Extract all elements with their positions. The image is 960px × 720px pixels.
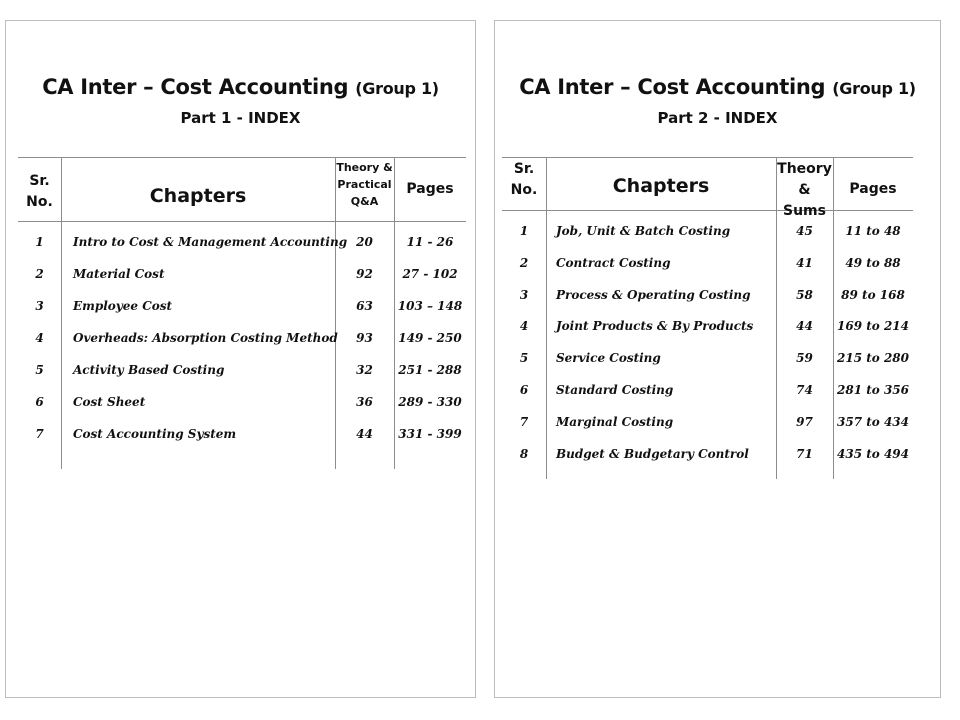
row-pages: 27 - 102	[402, 267, 458, 281]
row-count: 63	[356, 299, 373, 313]
row-sr-no: 4	[35, 331, 44, 345]
row-count: 45	[796, 224, 813, 238]
row-sr-no: 8	[519, 446, 529, 461]
page-title	[6, 75, 475, 99]
row-count: 59	[796, 351, 813, 366]
row-sr-no: 3	[35, 299, 44, 313]
row-count: 20	[356, 235, 373, 249]
row-sr-no: 6	[35, 395, 44, 409]
header-pages: Pages	[849, 181, 897, 197]
row-pages: 89 to 168	[841, 287, 905, 302]
row-pages: 11 - 26	[406, 235, 454, 249]
header-chapters: Chapters	[612, 175, 710, 197]
row-sr-no: 2	[35, 267, 44, 281]
row-sr-no: 3	[519, 287, 529, 302]
row-sr-no: 7	[519, 414, 529, 429]
table-top-border	[502, 157, 913, 158]
row-chapter: Cost Accounting System	[73, 427, 237, 441]
header-theory: Theory & Practical Q&A	[336, 161, 393, 208]
row-count: 32	[356, 363, 373, 377]
row-chapter: Budget & Budgetary Control	[556, 446, 749, 461]
row-chapter: Overheads: Absorption Costing Method	[73, 331, 338, 345]
title-group: (Group 1)	[832, 79, 916, 98]
table-row	[495, 415, 940, 435]
table-row	[495, 447, 940, 467]
table-row	[6, 395, 475, 415]
row-count: 92	[356, 267, 373, 281]
row-chapter: Contract Costing	[556, 255, 671, 270]
header-chapters: Chapters	[149, 185, 247, 207]
row-chapter: Joint Products & By Products	[556, 319, 754, 334]
table-row	[6, 299, 475, 319]
row-chapter: Standard Costing	[556, 383, 674, 397]
row-pages: 103 – 148	[397, 299, 463, 313]
table-top-border	[18, 157, 466, 158]
row-count: 44	[356, 427, 373, 441]
index-page-part-2	[494, 20, 941, 698]
table-row	[495, 224, 940, 244]
row-count: 44	[796, 319, 813, 334]
row-pages: 215 to 280	[837, 351, 909, 366]
row-chapter: Marginal Costing	[556, 414, 674, 429]
title-group: (Group 1)	[355, 79, 439, 98]
row-pages: 251 - 288	[398, 363, 462, 377]
row-chapter: Job, Unit & Batch Costing	[556, 224, 731, 238]
index-page-part-1	[5, 20, 476, 698]
row-pages: 289 - 330	[398, 395, 462, 409]
row-sr-no: 1	[35, 235, 44, 249]
row-sr-no: 4	[519, 319, 529, 334]
page-subtitle: Part 1 - INDEX	[180, 109, 301, 127]
table-row	[495, 383, 940, 403]
row-chapter: Intro to Cost & Management Accounting	[73, 235, 348, 249]
row-count: 36	[356, 395, 373, 409]
row-count: 71	[796, 446, 813, 461]
table-row	[495, 288, 940, 308]
row-sr-no: 5	[35, 363, 44, 377]
row-count: 97	[796, 414, 813, 429]
table-row	[6, 235, 475, 255]
row-sr-no: 6	[519, 383, 529, 397]
row-pages: 281 to 356	[837, 383, 909, 397]
row-sr-no: 2	[519, 255, 529, 270]
row-pages: 149 - 250	[398, 331, 462, 345]
row-pages: 169 to 214	[837, 319, 909, 334]
row-pages: 11 to 48	[845, 224, 901, 238]
title-text: CA Inter – Cost Accounting	[519, 75, 826, 99]
table-row	[6, 331, 475, 351]
row-sr-no: 1	[519, 224, 529, 238]
table-row	[6, 363, 475, 383]
row-chapter: Employee Cost	[73, 299, 173, 313]
header-sr-no: Sr. No.	[26, 173, 53, 210]
title-text: CA Inter – Cost Accounting	[42, 75, 349, 99]
row-count: 74	[796, 383, 813, 397]
row-sr-no: 5	[519, 351, 529, 366]
page-subtitle: Part 2 - INDEX	[657, 109, 778, 127]
row-sr-no: 7	[35, 427, 44, 441]
row-count: 93	[356, 331, 373, 345]
row-pages: 49 to 88	[845, 255, 901, 270]
header-sr-no: Sr. No.	[510, 161, 538, 198]
table-header-border	[18, 221, 466, 222]
table-row	[495, 351, 940, 371]
table-row	[495, 319, 940, 339]
row-count: 41	[796, 255, 813, 270]
row-chapter: Cost Sheet	[73, 395, 146, 409]
row-pages: 331 - 399	[398, 427, 462, 441]
row-chapter: Process & Operating Costing	[556, 287, 751, 302]
header-theory: Theory & Sums	[777, 161, 832, 219]
table-row	[6, 267, 475, 287]
table-row	[495, 256, 940, 276]
row-chapter: Material Cost	[73, 267, 165, 281]
header-pages: Pages	[406, 181, 454, 197]
row-chapter: Activity Based Costing	[73, 363, 225, 377]
row-chapter: Service Costing	[556, 351, 661, 366]
row-count: 58	[796, 287, 813, 302]
table-header-border	[502, 210, 913, 211]
page-title	[495, 75, 940, 99]
table-row	[6, 427, 475, 447]
row-pages: 435 to 494	[837, 446, 909, 461]
row-pages: 357 to 434	[837, 414, 909, 429]
